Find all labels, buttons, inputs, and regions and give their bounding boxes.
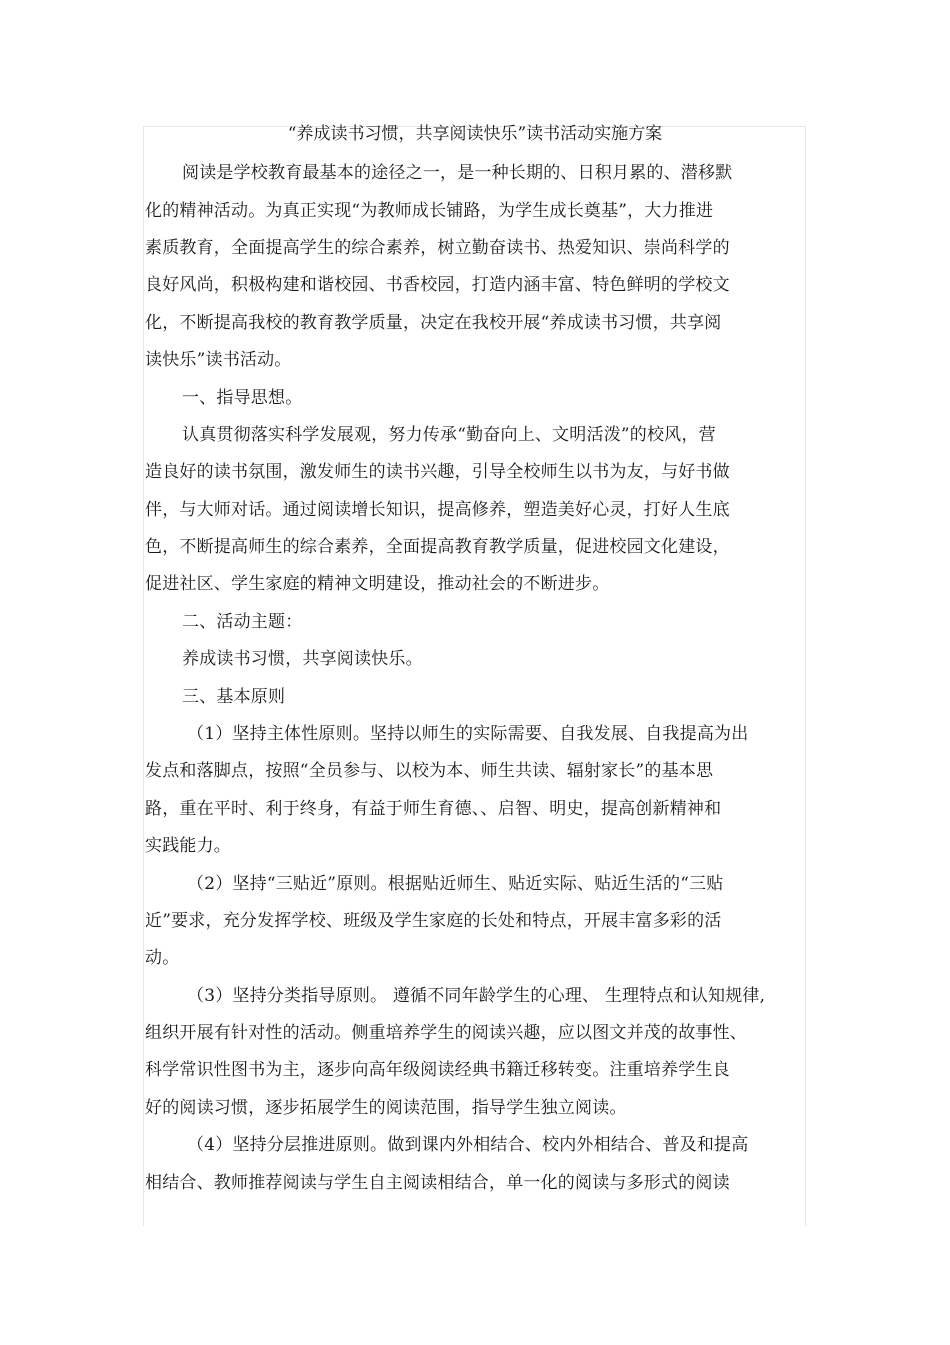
paragraph-line: （1）坚持主体性原则。坚持以师生的实际需要、自我发展、自我提高为出 [187,724,749,744]
paragraph-line: 认真贯彻落实科学发展观，努力传承“勤奋向上、文明活泼”的校风，营 [182,425,716,445]
paragraph-line: （2）坚持“三贴近”原则。根据贴近师生、贴近实际、贴近生活的“三贴 [187,874,724,894]
paragraph-line: 伴，与大师对话。通过阅读增长知识，提高修养，塑造美好心灵，打好人生底 [145,500,730,520]
section-heading: 三、基本原则 [182,687,286,707]
paragraph-line: 组织开展有针对性的活动。侧重培养学生的阅读兴趣，应以图文并茂的故事性、 [145,1023,747,1043]
paragraph-line: 实践能力。 [145,836,231,856]
paragraph-line: 相结合、教师推荐阅读与学生自主阅读相结合，单一化的阅读与多形式的阅读 [145,1173,730,1193]
paragraph-line: （3）坚持分类指导原则。 遵循不同年龄学生的心理、 生理特点和认知规律, [187,986,766,1006]
paragraph-line: 促进社区、学生家庭的精神文明建设，推动社会的不断进步。 [145,574,610,594]
paragraph-line: （4）坚持分层推进原则。做到课内外相结合、校内外相结合、普及和提高 [187,1135,749,1155]
paragraph-line: 发点和落脚点，按照“全员参与、以校为本、师生共读、辐射家长”的基本思 [145,761,714,781]
paragraph-line: 化的精神活动。为真正实现“为教师成长铺路，为学生成长奠基”，大力推进 [145,201,714,221]
paragraph-line: 近”要求，充分发挥学校、班级及学生家庭的长处和特点，开展丰富多彩的活 [145,911,722,931]
paragraph-line: 路，重在平时、利于终身，有益于师生育德、、启智、明史，提高创新精神和 [145,799,722,819]
paragraph-line: 阅读是学校教育最基本的途径之一，是一种长期的、日积月累的、潜移默 [182,163,733,183]
paragraph-line: 良好风尚，积极构建和谐校园、书香校园，打造内涵丰富、特色鲜明的学校文 [145,275,730,295]
paragraph-line: 好的阅读习惯，逐步拓展学生的阅读范围，指导学生独立阅读。 [145,1098,627,1118]
paragraph-line: 科学常识性图书为主，逐步向高年级阅读经典书籍迁移转变。注重培养学生良 [145,1060,730,1080]
paragraph-line: 读快乐”读书活动。 [145,350,292,370]
paragraph-line: 素质教育，全面提高学生的综合素养，树立勤奋读书、热爱知识、崇尚科学的 [145,238,730,258]
paragraph-line: 动。 [145,948,180,968]
section-heading: 二、活动主题： [182,612,303,632]
paragraph-line: 造良好的读书氛围，激发师生的读书兴趣，引导全校师生以书为友，与好书做 [145,462,730,482]
section-heading: 一、指导思想。 [182,388,303,408]
paragraph-line: 养成读书习惯，共享阅读快乐。 [182,649,423,669]
paragraph-line: 色，不断提高师生的综合素养，全面提高教育教学质量，促进校园文化建设， [145,537,730,557]
paragraph-line: 化，不断提高我校的教育教学质量，决定在我校开展“养成读书习惯，共享阅 [145,313,722,333]
document-title: “养成读书习惯，共享阅读快乐”读书活动实施方案 [287,124,663,144]
